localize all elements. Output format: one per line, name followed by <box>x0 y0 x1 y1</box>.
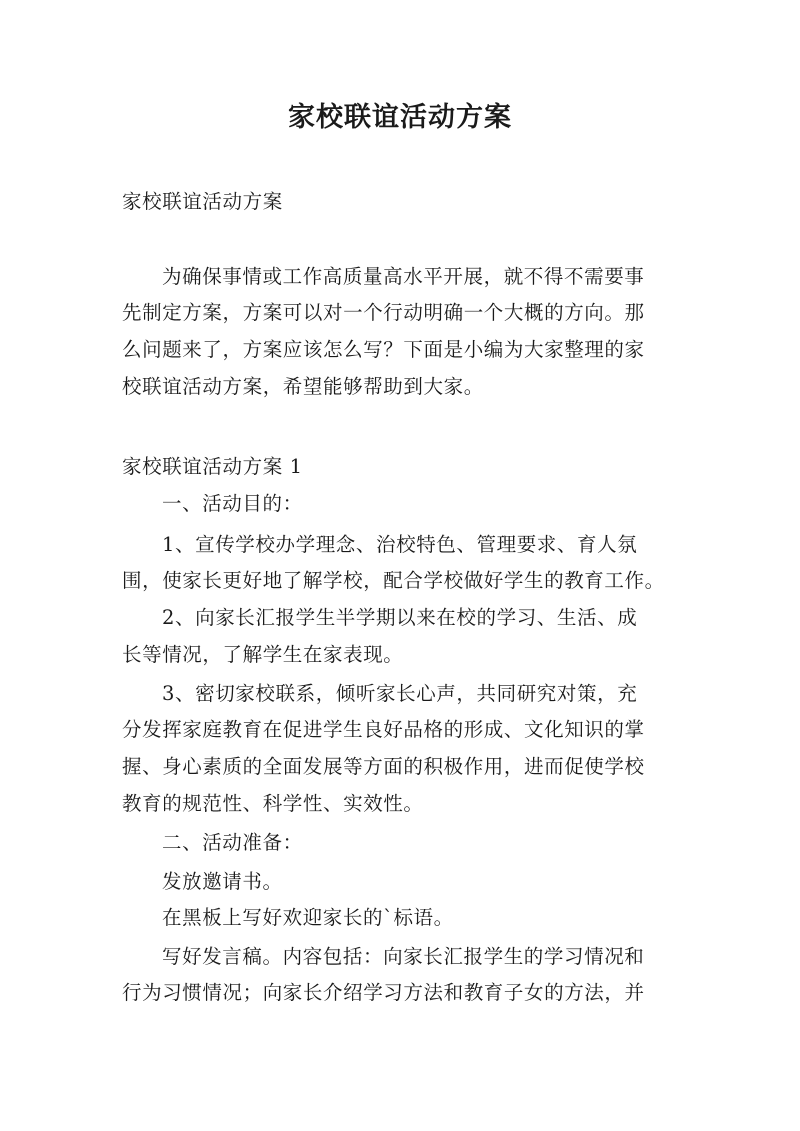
body-line: 在黑板上写好欢迎家长的`标语。 <box>162 906 454 929</box>
body-line: 教育的规范性、科学性、实效性。 <box>122 792 424 815</box>
body-line: 长等情况，了解学生在家表现。 <box>122 643 404 666</box>
document-subtitle: 家校联谊活动方案 <box>122 190 283 213</box>
section-heading: 二、活动准备： <box>162 831 303 854</box>
intro-line: 先制定方案，方案可以对一个行动明确一个大概的方向。那 <box>122 301 645 324</box>
body-line: 发放邀请书。 <box>162 870 283 893</box>
body-line: 2、向家长汇报学生半学期以来在校的学习、生活、成 <box>162 606 638 629</box>
body-line: 握、身心素质的全面发展等方面的积极作用，进而促使学校 <box>122 755 645 778</box>
body-line: 1、宣传学校办学理念、治校特色、管理要求、育人氛 <box>162 533 638 556</box>
plan-heading: 家校联谊活动方案 1 <box>122 455 303 478</box>
intro-line: 为确保事情或工作高质量高水平开展，就不得不需要事 <box>162 265 645 288</box>
body-line: 3、密切家校联系，倾听家长心声，共同研究对策，充 <box>162 682 638 705</box>
body-line: 分发挥家庭教育在促进学生良好品格的形成、文化知识的掌 <box>122 718 645 741</box>
section-heading: 一、活动目的： <box>162 492 303 515</box>
body-line: 写好发言稿。内容包括：向家长汇报学生的学习情况和 <box>162 945 645 968</box>
body-line: 围，使家长更好地了解学校，配合学校做好学生的教育工作。 <box>122 569 665 592</box>
intro-line: 校联谊活动方案，希望能够帮助到大家。 <box>122 375 484 398</box>
page-title: 家校联谊活动方案 <box>288 102 512 133</box>
intro-line: 么问题来了，方案应该怎么写？下面是小编为大家整理的家 <box>122 338 645 361</box>
body-line: 行为习惯情况；向家长介绍学习方法和教育子女的方法，并 <box>122 981 645 1004</box>
